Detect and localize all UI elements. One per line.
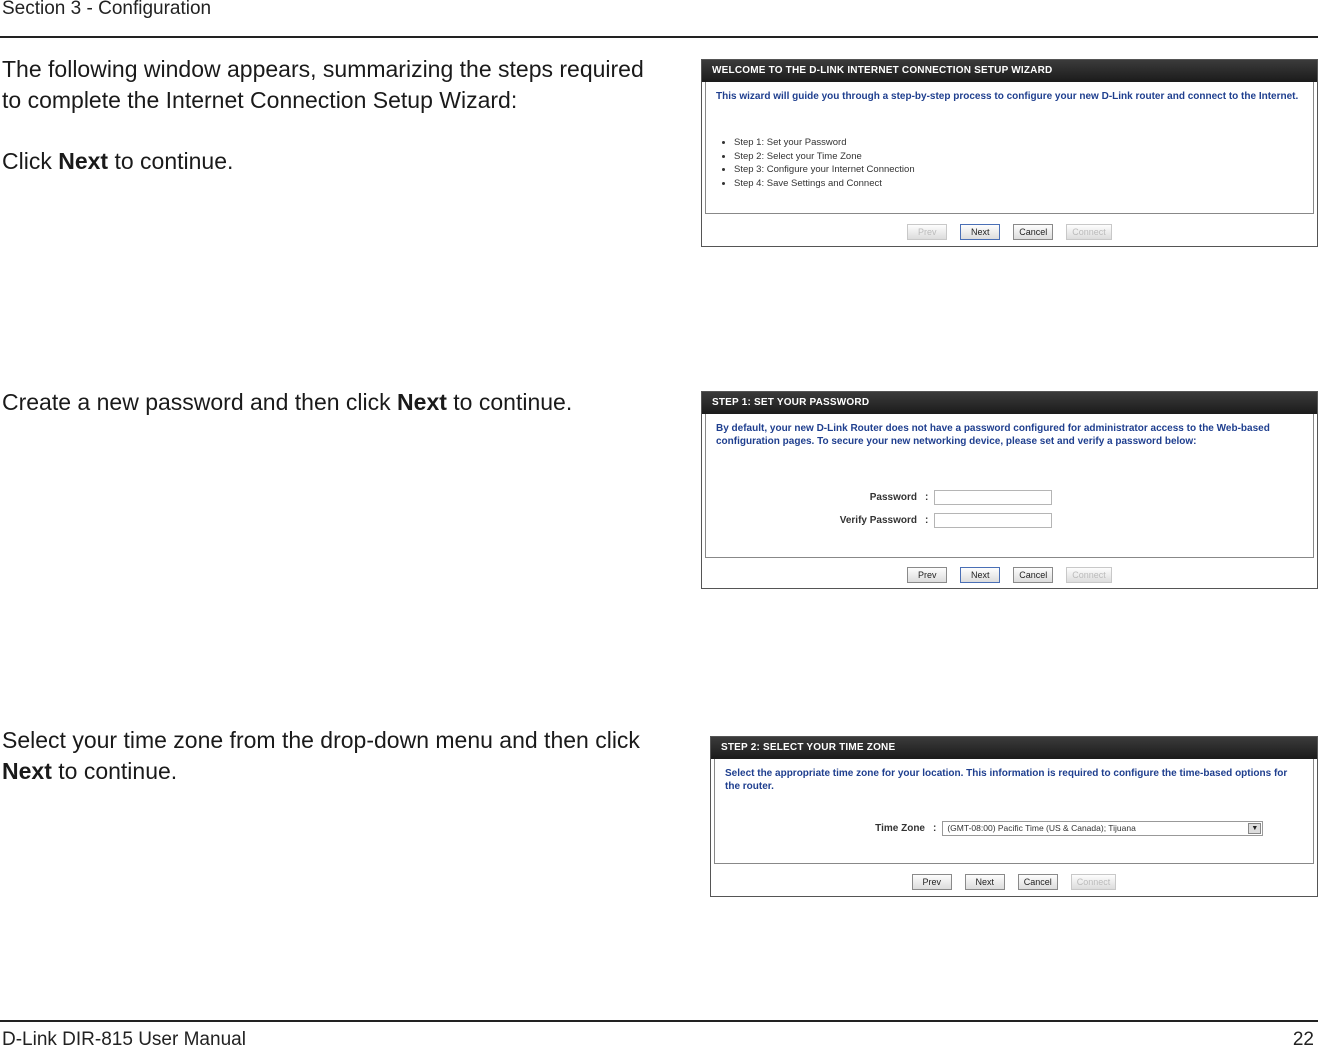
welcome-wizard-content	[705, 82, 1314, 214]
page-footer	[0, 1020, 1318, 1051]
timezone-selected-value: (GMT-08:00) Pacific Time (US & Canada); Tijuana	[947, 823, 1136, 833]
timezone-wizard-content	[714, 759, 1314, 864]
timezone-instruction	[2, 725, 667, 787]
page-header	[0, 0, 1318, 38]
list-item: • Step 1: Set your Password	[734, 136, 915, 150]
password-label: Password	[869, 492, 917, 503]
prev-button[interactable]: Prev	[907, 224, 947, 240]
list-item: • Step 2: Select your Time Zone	[734, 150, 915, 164]
next-button[interactable]: Next	[960, 567, 1000, 583]
welcome-button-row	[702, 224, 1317, 240]
verify-password-field[interactable]	[934, 513, 1052, 528]
continue-suffix: to continue.	[446, 389, 573, 415]
welcome-wizard-panel	[701, 59, 1318, 247]
password-wizard-panel	[701, 391, 1318, 589]
click-prefix: Click	[2, 148, 59, 174]
password-instruction	[2, 387, 667, 418]
prev-button[interactable]: Prev	[907, 567, 947, 583]
password-wizard-description: By default, your new D-Link Router does not have a password configured for administrator access to the Web-based configuration pages. To secure your new networking device, please set and verify a password below:	[716, 423, 1270, 447]
wizard-steps-list	[734, 136, 915, 190]
welcome-instructions	[2, 54, 667, 116]
timezone-row	[805, 821, 1263, 836]
timezone-line-1: Select your time zone from the drop-down menu and then click	[2, 727, 640, 753]
next-button[interactable]: Next	[965, 874, 1005, 890]
continue-suffix: to continue.	[108, 148, 234, 174]
password-wizard-content	[705, 414, 1314, 558]
timezone-button-row	[711, 874, 1317, 890]
welcome-line-2: to complete the Internet Connection Setup Wizard:	[2, 87, 518, 113]
connect-button[interactable]: Connect	[1066, 224, 1112, 240]
list-item: • Step 3: Configure your Internet Connection	[734, 163, 915, 177]
timezone-line-2-suffix: to continue.	[51, 758, 178, 784]
timezone-wizard-title: STEP 2: SELECT YOUR TIME ZONE	[711, 737, 1317, 759]
timezone-wizard-panel	[710, 736, 1318, 897]
page-number: 22	[1292, 1029, 1314, 1050]
cancel-button[interactable]: Cancel	[1013, 224, 1053, 240]
password-colon: :	[925, 492, 929, 503]
password-button-row	[702, 567, 1317, 583]
verify-password-label: Verify Password	[839, 515, 917, 526]
timezone-select[interactable]	[942, 821, 1263, 836]
welcome-line-1: The following window appears, summarizing the steps required	[2, 56, 644, 82]
password-row	[801, 490, 1052, 505]
timezone-wizard-description: Select the appropriate time zone for your location. This information is required to configure the time-based options for the router.	[725, 768, 1288, 792]
next-word: Next	[2, 758, 52, 784]
click-next-instruction	[2, 146, 667, 177]
welcome-wizard-description: This wizard will guide you through a step-by-step process to configure your new D-Link router and connect to the Internet.	[716, 91, 1299, 102]
next-word: Next	[58, 148, 109, 174]
verify-password-colon: :	[925, 515, 929, 526]
timezone-colon: :	[933, 823, 937, 834]
cancel-button[interactable]: Cancel	[1018, 874, 1058, 890]
list-item: • Step 4: Save Settings and Connect	[734, 177, 915, 191]
password-wizard-title: STEP 1: SET YOUR PASSWORD	[702, 392, 1317, 414]
cancel-button[interactable]: Cancel	[1013, 567, 1053, 583]
password-field[interactable]	[934, 490, 1052, 505]
prev-button[interactable]: Prev	[912, 874, 952, 890]
manual-title: D-Link DIR-815 User Manual	[2, 1029, 246, 1050]
next-word: Next	[397, 389, 447, 415]
verify-password-row	[801, 513, 1052, 528]
section-title: Section 3 - Configuration	[2, 0, 212, 19]
timezone-label: Time Zone	[875, 823, 925, 834]
welcome-wizard-title: WELCOME TO THE D-LINK INTERNET CONNECTION SETUP WIZARD	[702, 60, 1317, 82]
next-button[interactable]: Next	[960, 224, 1000, 240]
password-prefix: Create a new password and then click	[2, 389, 398, 415]
chevron-down-icon[interactable]: ▼	[1248, 823, 1261, 834]
connect-button[interactable]: Connect	[1071, 874, 1117, 890]
connect-button[interactable]: Connect	[1066, 567, 1112, 583]
